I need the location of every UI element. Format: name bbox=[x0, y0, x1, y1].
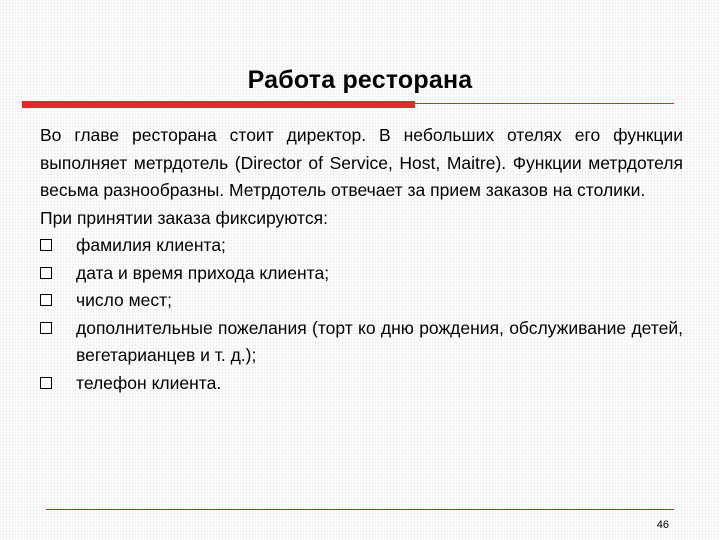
body-paragraph-list-intro: При принятии заказа фиксируются: bbox=[40, 207, 328, 228]
hollow-square-bullet-icon bbox=[40, 377, 52, 389]
list-item-text: фамилия клиента; bbox=[76, 235, 226, 255]
hollow-square-bullet-icon bbox=[40, 322, 52, 334]
list-item bbox=[40, 287, 683, 315]
list-item bbox=[40, 315, 683, 370]
order-fields-list bbox=[40, 232, 683, 397]
list-item-text: телефон клиента. bbox=[76, 372, 222, 393]
slide-title bbox=[0, 66, 720, 95]
slide-title-text: Работа ресторана bbox=[247, 66, 473, 94]
title-rule-line bbox=[415, 103, 674, 104]
slide-body bbox=[40, 122, 683, 397]
list-item bbox=[40, 370, 683, 398]
page-number: 46 bbox=[656, 519, 669, 531]
hollow-square-bullet-icon bbox=[40, 267, 52, 279]
list-item bbox=[40, 232, 683, 260]
list-item-text: дополнительные пожелания (торт ко дню рождения, обслуживание детей, вегетарианцев и т. д.); bbox=[76, 317, 683, 365]
list-item-text: дата и время прихода клиента; bbox=[76, 262, 330, 283]
list-item bbox=[40, 260, 683, 288]
title-accent-bar bbox=[22, 101, 415, 108]
body-paragraph-intro: Во главе ресторана стоит директор. В небольших отелях его функции выполняет метрдотель (Director of Service, Host, Maitre). Функции метрдотеля весьма разнообразны. Метрдотель отвечает за прием заказов на столики. bbox=[40, 125, 683, 200]
list-item-text: число мест; bbox=[76, 290, 173, 310]
hollow-square-bullet-icon bbox=[40, 239, 52, 251]
hollow-square-bullet-icon bbox=[40, 294, 52, 306]
footer-rule-line bbox=[46, 509, 674, 510]
